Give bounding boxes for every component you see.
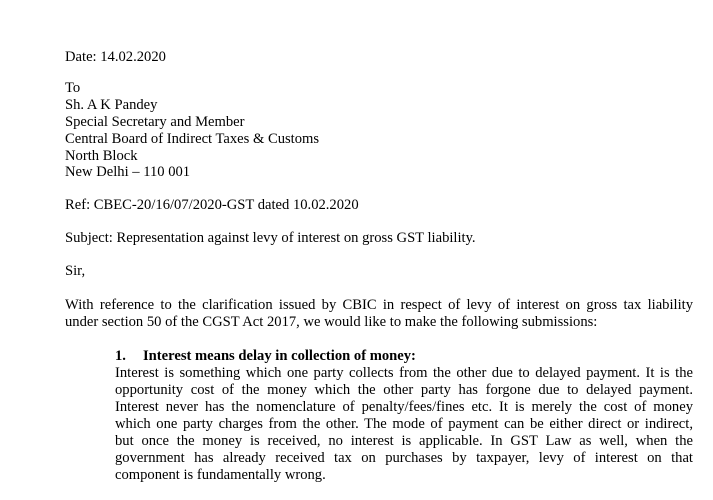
subject-line: Subject: Representation against levy of interest on gross GST liability.: [65, 230, 476, 246]
reference-line: Ref: CBEC-20/16/07/2020-GST dated 10.02.2020: [65, 197, 359, 213]
recipient-organization: Central Board of Indirect Taxes & Customs: [65, 131, 320, 147]
recipient-name: Sh. A K Pandey: [65, 97, 158, 113]
point-1-body-line-4: which one party charges from the other. The mode of payment can be either direct or indirect,: [115, 416, 693, 432]
point-1-body-line-2: opportunity cost of the money which the other party has forgone due to delayed payment.: [115, 382, 693, 398]
point-1-title: Interest means delay in collection of money:: [143, 348, 416, 364]
intro-paragraph-line-1: With reference to the clarification issued by CBIC in respect of levy of interest on gross tax liability: [65, 297, 693, 313]
to-label: To: [65, 80, 81, 96]
salutation: Sir,: [65, 263, 86, 279]
point-1-body-line-6: government has already received tax on purchases by taxpayer, levy of interest on that: [115, 450, 693, 466]
point-1-heading: [115, 348, 416, 365]
letter-date: Date: 14.02.2020: [65, 49, 166, 65]
recipient-address-line1: North Block: [65, 148, 138, 164]
recipient-address-line2: New Delhi – 110 001: [65, 164, 191, 180]
point-1-number: 1.: [115, 348, 126, 364]
intro-paragraph-line-2: under section 50 of the CGST Act 2017, we would like to make the following submissions:: [65, 314, 598, 330]
point-1-body-line-7: component is fundamentally wrong.: [115, 467, 326, 483]
point-1-body-line-5: but once the money is received, no interest is applicable. In GST Law as well, when the: [115, 433, 693, 449]
point-1-body-line-1: Interest is something which one party collects from the other due to delayed payment. It is the: [115, 365, 693, 381]
point-1-body-line-3: Interest never has the nomenclature of penalty/fees/fines etc. It is merely the cost of money: [115, 399, 693, 415]
recipient-designation: Special Secretary and Member: [65, 114, 245, 130]
